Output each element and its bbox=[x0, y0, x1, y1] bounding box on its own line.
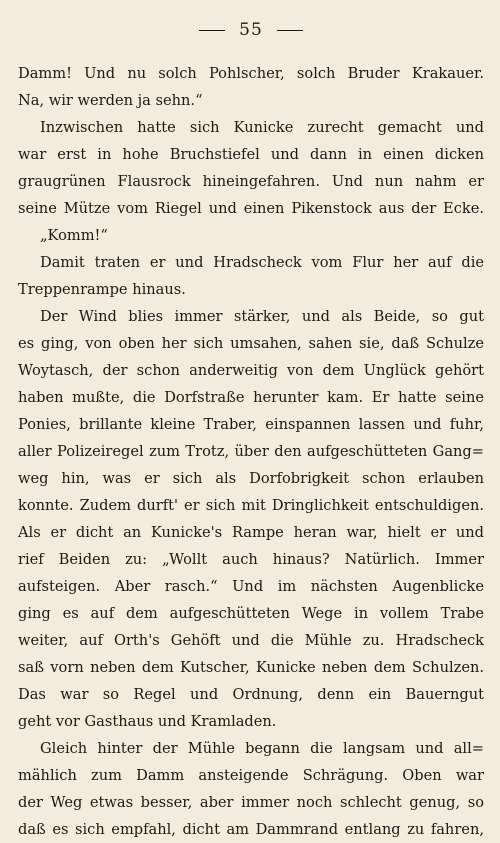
text-line: Woytasch, der schon anderweitig von dem Unglück gehört bbox=[18, 362, 484, 379]
text-line: aller Polizeiregel zum Trotz, über den aufgeschütteten Gang= bbox=[18, 443, 484, 460]
text-line: Gleich hinter der Mühle begann die langsam und all= bbox=[40, 740, 484, 757]
text-line: Na, wir werden ja sehn.“ bbox=[18, 92, 203, 109]
body-text bbox=[18, 60, 484, 843]
text-line: Damit traten er und Hradscheck vom Flur her auf die bbox=[40, 254, 484, 271]
text-line: graugrünen Flausrock hineingefahren. Und nun nahm er bbox=[18, 173, 484, 190]
text-line: konnte. Zudem durft' er sich mit Dringlichkeit entschuldigen. bbox=[18, 497, 484, 514]
text-line: haben mußte, die Dorfstraße herunter kam. Er hatte seine bbox=[18, 389, 484, 406]
page-header bbox=[18, 20, 484, 40]
text-line: war erst in hohe Bruchstiefel und dann in einen dicken bbox=[18, 146, 484, 163]
text-line: Der Wind blies immer stärker, und als Beide, so gut bbox=[40, 308, 484, 325]
text-line: Inzwischen hatte sich Kunicke zurecht gemacht und bbox=[40, 119, 484, 136]
text-line: der Weg etwas besser, aber immer noch schlecht genug, so bbox=[18, 794, 484, 811]
text-line: es ging, von oben her sich umsahen, sahen sie, daß Schulze bbox=[18, 335, 484, 352]
text-line: „Komm!“ bbox=[40, 227, 108, 244]
header-dash-right bbox=[277, 30, 303, 31]
text-line: weg hin, was er sich als Dorfobrigkeit schon erlauben bbox=[18, 470, 484, 487]
text-line: ging es auf dem aufgeschütteten Wege in vollem Trabe bbox=[18, 605, 484, 622]
text-line: rief Beiden zu: „Wollt auch hinaus? Natürlich. Immer bbox=[18, 551, 484, 568]
text-line: Das war so Regel und Ordnung, denn ein Bauerngut bbox=[18, 686, 484, 703]
text-line: daß es sich empfahl, dicht am Dammrand entlang zu fahren, bbox=[18, 821, 484, 838]
text-line: mählich zum Damm ansteigende Schrägung. Oben war bbox=[18, 767, 484, 784]
header-dash-left bbox=[199, 30, 225, 31]
text-line: aufsteigen. Aber rasch.“ Und im nächsten Augenblicke bbox=[18, 578, 484, 595]
text-line: Damm! Und nu solch Pohlscher, solch Bruder Krakauer. bbox=[18, 65, 484, 82]
text-line: seine Mütze vom Riegel und einen Pikenstock aus der Ecke. bbox=[18, 200, 484, 217]
text-line: Treppenrampe hinaus. bbox=[18, 281, 186, 298]
text-line: saß vorn neben dem Kutscher, Kunicke neben dem Schulzen. bbox=[18, 659, 484, 676]
text-line: Ponies, brillante kleine Traber, einspannen lassen und fuhr, bbox=[18, 416, 484, 433]
page-number: 55 bbox=[239, 20, 263, 40]
text-line: geht vor Gasthaus und Kramladen. bbox=[18, 713, 277, 730]
text-line: Als er dicht an Kunicke's Rampe heran war, hielt er und bbox=[18, 524, 484, 541]
book-page bbox=[18, 0, 484, 838]
text-line: weiter, auf Orth's Gehöft und die Mühle zu. Hradscheck bbox=[18, 632, 484, 649]
